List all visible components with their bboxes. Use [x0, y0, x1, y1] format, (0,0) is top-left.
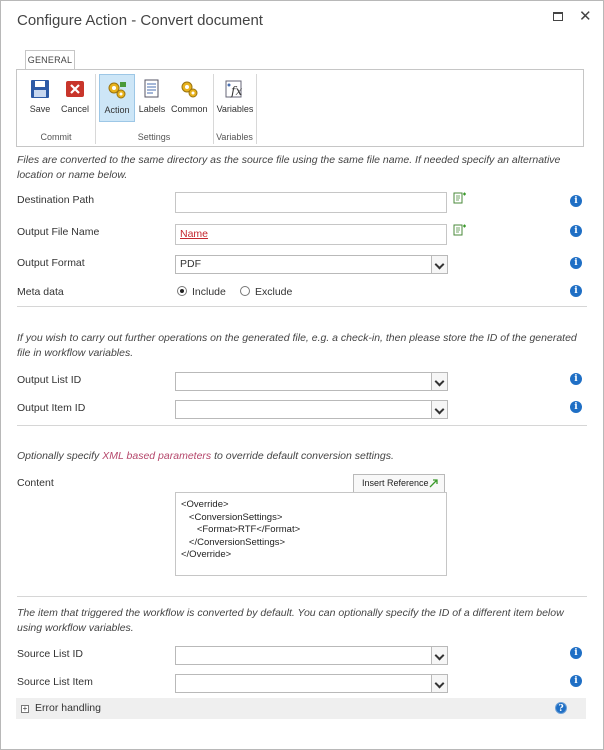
- info-icon[interactable]: i: [570, 285, 582, 297]
- content-xml-textarea[interactable]: <Override> <ConversionSettings> <Format>RTF</Format> </ConversionSettings> </Override>: [175, 492, 447, 576]
- group-commit: Commit: [40, 132, 72, 142]
- info-icon[interactable]: i: [570, 373, 582, 385]
- cancel-icon: [64, 78, 86, 100]
- chevron-down-icon[interactable]: [431, 401, 447, 418]
- fx-icon: [224, 78, 246, 100]
- output-item-id-select[interactable]: [175, 400, 448, 419]
- gears-icon: [106, 79, 128, 101]
- ribbon: [16, 69, 584, 147]
- cancel-button[interactable]: [57, 74, 93, 122]
- section3-intro-prefix: Optionally specify: [17, 450, 103, 462]
- section4-intro: The item that triggered the workflow is converted by default. You can optionally specify the ID of a different item below using workflow variables.: [17, 607, 564, 634]
- save-label: Save: [29, 104, 51, 114]
- insert-reference-button[interactable]: [353, 474, 445, 493]
- section3-intro: [17, 449, 587, 464]
- expand-icon[interactable]: +: [22, 704, 28, 713]
- chevron-down-icon[interactable]: [431, 647, 447, 664]
- destination-path-label: Destination Path: [17, 194, 95, 206]
- meta-exclude-radio[interactable]: [240, 286, 292, 298]
- insert-reference-label: Insert Reference: [362, 478, 429, 488]
- error-handling-label: Error handling: [35, 702, 101, 714]
- source-list-id-select[interactable]: [175, 646, 448, 665]
- section1-intro: Files are converted to the same directory as the source file using the same file name. If needed specify an alternative location or name below.: [17, 154, 561, 181]
- section2-intro: If you wish to carry out further operations on the generated file, e.g. a check-in, then please store the ID of the generated file in workflow variables.: [17, 332, 577, 359]
- output-list-id-select[interactable]: [175, 372, 448, 391]
- meta-include-radio[interactable]: [177, 286, 226, 298]
- labels-label: Labels: [138, 104, 166, 114]
- info-icon[interactable]: i: [570, 675, 582, 687]
- meta-include-label: Include: [192, 286, 226, 298]
- radio-unselected-icon: [240, 286, 250, 296]
- common-button[interactable]: [171, 74, 207, 122]
- cancel-label: Cancel: [60, 104, 89, 114]
- group-separator: [256, 74, 257, 144]
- section3-intro-suffix: to override default conversion settings.: [211, 450, 394, 462]
- insert-reference-arrow-icon: [429, 479, 439, 488]
- error-handling-section[interactable]: [16, 698, 586, 719]
- info-icon[interactable]: i: [570, 195, 582, 207]
- info-icon[interactable]: i: [570, 257, 582, 269]
- floppy-disk-icon: [29, 78, 51, 100]
- output-format-value: PDF: [180, 258, 201, 270]
- output-file-name-input[interactable]: Name: [175, 224, 447, 245]
- insert-reference-icon[interactable]: [453, 192, 467, 204]
- source-list-item-select[interactable]: [175, 674, 448, 693]
- action-label: Action: [104, 105, 130, 115]
- group-settings: Settings: [137, 132, 171, 142]
- divider: [17, 306, 587, 307]
- meta-exclude-label: Exclude: [255, 286, 293, 298]
- info-icon[interactable]: i: [570, 647, 582, 659]
- info-icon[interactable]: i: [570, 401, 582, 413]
- save-button[interactable]: [22, 74, 58, 122]
- meta-data-label: Meta data: [17, 286, 64, 298]
- maximize-button[interactable]: [553, 9, 563, 25]
- close-icon: ✕: [579, 8, 592, 25]
- action-button[interactable]: [99, 74, 135, 122]
- output-format-label: Output Format: [17, 257, 85, 269]
- chevron-down-icon[interactable]: [431, 373, 447, 390]
- tab-general[interactable]: GENERAL: [25, 50, 75, 70]
- common-gears-icon: [178, 78, 200, 100]
- source-list-item-label: Source List Item: [17, 676, 93, 688]
- labels-icon: [141, 78, 163, 100]
- output-format-select[interactable]: [175, 255, 448, 274]
- chevron-down-icon[interactable]: [431, 256, 447, 273]
- destination-path-input[interactable]: [175, 192, 447, 213]
- insert-reference-icon[interactable]: [453, 224, 467, 236]
- output-file-name-label: Output File Name: [17, 226, 100, 238]
- xml-parameters-link[interactable]: XML based parameters: [102, 450, 212, 462]
- radio-selected-icon: [177, 286, 187, 296]
- output-list-id-label: Output List ID: [17, 374, 82, 386]
- output-item-id-label: Output Item ID: [17, 402, 86, 414]
- divider: [17, 596, 587, 597]
- info-icon[interactable]: i: [570, 225, 582, 237]
- source-list-id-label: Source List ID: [17, 648, 83, 660]
- close-button[interactable]: [579, 9, 592, 25]
- svg-text:fx: fx: [231, 84, 243, 98]
- dialog-title: Configure Action - Convert document: [17, 12, 263, 29]
- chevron-down-icon[interactable]: [431, 675, 447, 692]
- group-variables: Variables: [216, 132, 253, 142]
- labels-button[interactable]: [134, 74, 170, 122]
- help-icon[interactable]: ?: [555, 702, 567, 714]
- content-label: Content: [17, 477, 54, 489]
- divider: [17, 425, 587, 426]
- variables-label: Variables: [216, 104, 254, 114]
- variables-button[interactable]: [216, 74, 254, 122]
- maximize-icon: [553, 12, 563, 21]
- common-label: Common: [171, 104, 208, 114]
